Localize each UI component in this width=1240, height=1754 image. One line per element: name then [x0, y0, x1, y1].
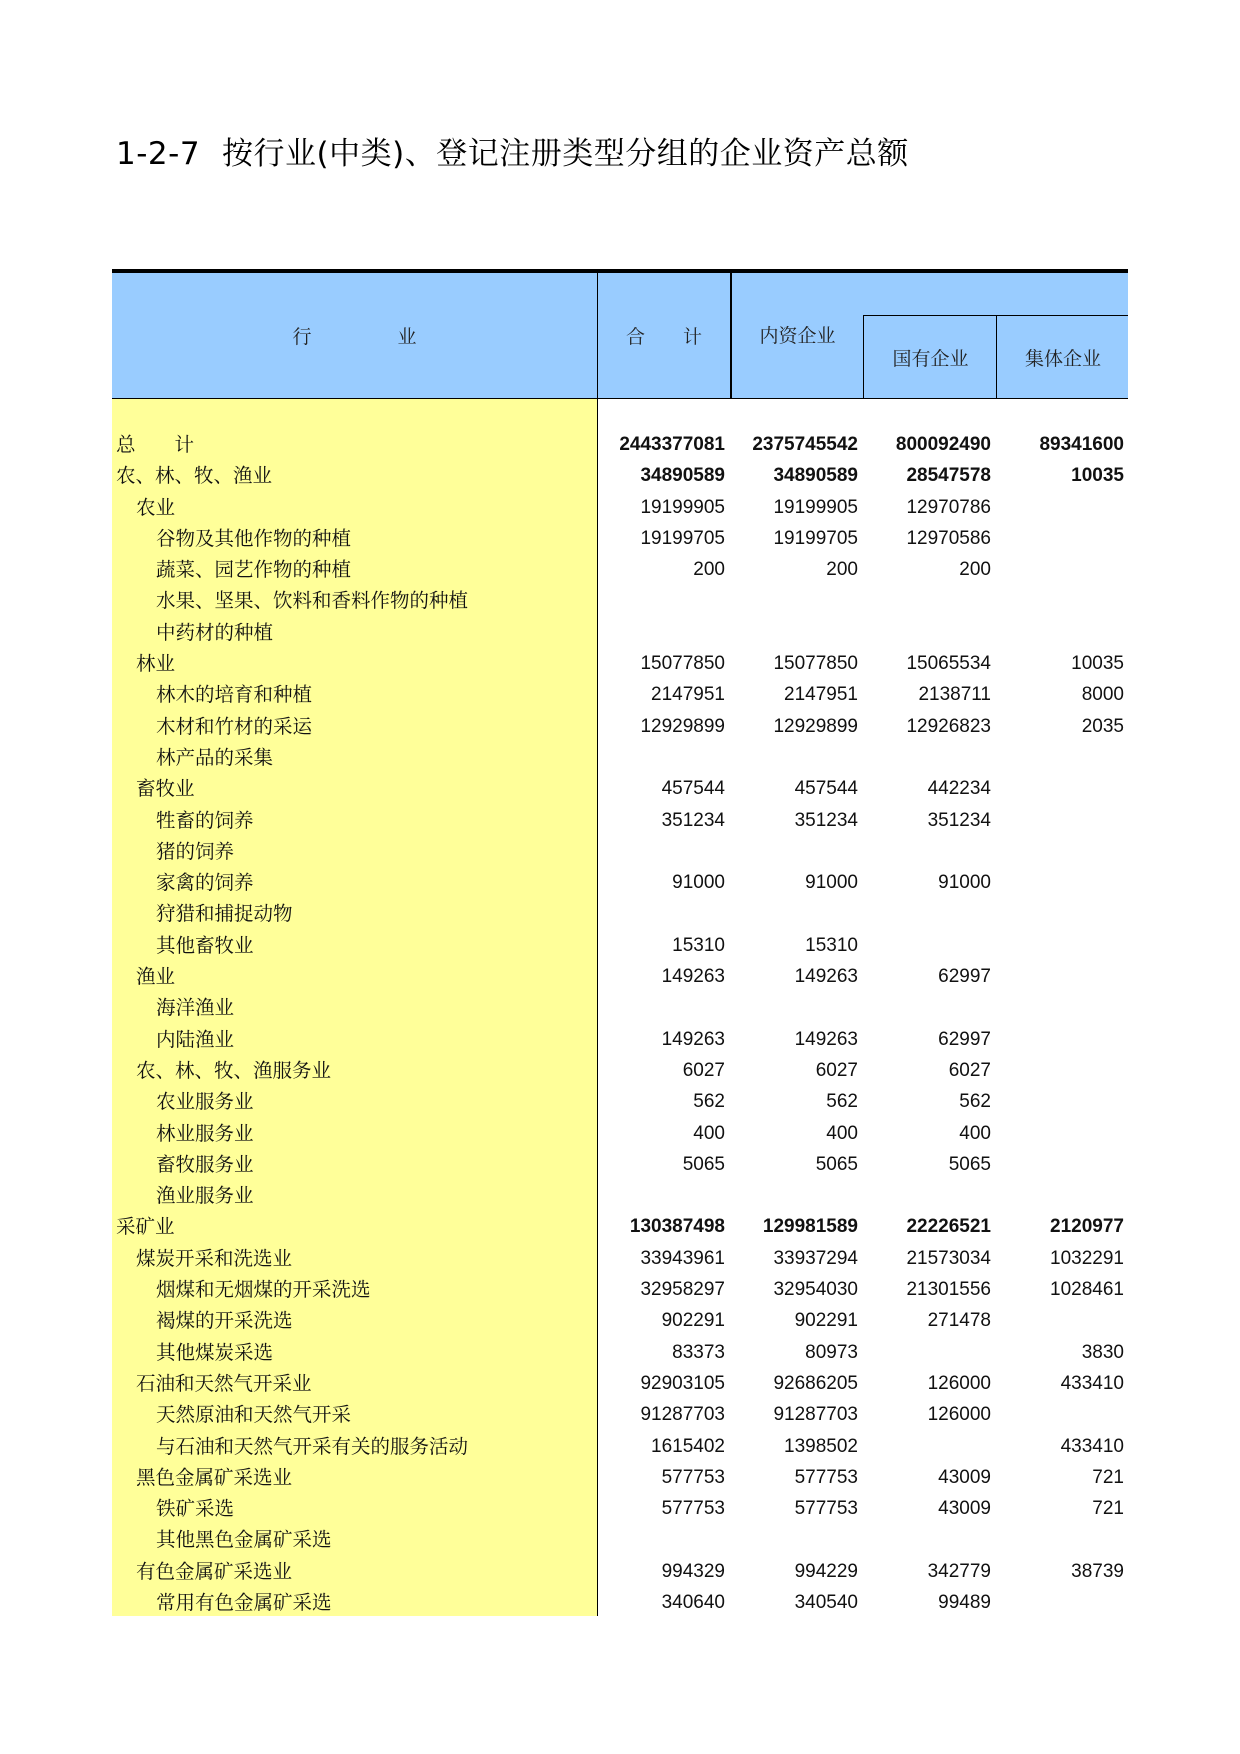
row-label: 石油和天然气开采业: [136, 1371, 312, 1395]
row-label: 铁矿采选: [156, 1497, 235, 1521]
cell-state-owned: 400: [959, 1122, 991, 1144]
header-state-owned: 国有企业: [863, 316, 997, 398]
table-row: [112, 773, 1128, 804]
table-row: [112, 679, 1128, 710]
cell-total: 15310: [672, 934, 725, 956]
cell-total: 15077850: [640, 653, 725, 675]
table-row: [112, 1180, 1128, 1211]
cell-domestic: 994229: [794, 1560, 858, 1582]
cell-total: [597, 836, 725, 867]
row-label: 蔬菜、园艺作物的种植: [156, 558, 352, 582]
cell-total: 83373: [672, 1341, 725, 1363]
cell-state-owned: 12970786: [906, 496, 991, 518]
cell-state-owned: [863, 898, 991, 929]
table-row: [112, 1493, 1128, 1524]
cell-domestic: [730, 1180, 858, 1211]
row-label: 天然原油和天然气开采: [156, 1403, 352, 1427]
cell-state-owned: [863, 617, 991, 648]
row-label: 黑色金属矿采选业: [136, 1465, 293, 1489]
row-label: 林业服务业: [156, 1121, 254, 1145]
cell-collective: 721: [1092, 1498, 1124, 1520]
row-label: 牲畜的饲养: [156, 808, 254, 832]
row-label: 狩猎和捕捉动物: [156, 902, 293, 926]
row-label: 海洋渔业: [156, 996, 235, 1020]
cell-total: [597, 742, 725, 773]
table-rows: [112, 429, 1128, 1618]
cell-collective: [996, 742, 1124, 773]
cell-collective: [996, 554, 1124, 585]
cell-domestic: 340540: [794, 1591, 858, 1613]
row-label: 其他黑色金属矿采选: [156, 1528, 332, 1552]
cell-domestic: [730, 836, 858, 867]
row-label: 家禽的饲养: [156, 871, 254, 895]
row-label: 水果、坚果、饮料和香料作物的种植: [156, 589, 469, 613]
table-row: [112, 1086, 1128, 1117]
cell-domestic: [730, 992, 858, 1023]
row-label: 农、林、牧、渔业: [116, 464, 273, 488]
cell-state-owned: [863, 1337, 991, 1368]
row-label: 农、林、牧、渔服务业: [136, 1058, 332, 1082]
table-row: [112, 836, 1128, 867]
table-row: [112, 1055, 1128, 1086]
cell-state-owned: 62997: [938, 966, 991, 988]
cell-collective: 8000: [1081, 684, 1124, 706]
cell-total: 577753: [661, 1498, 725, 1520]
cell-total: 34890589: [640, 465, 725, 487]
table-row: [112, 492, 1128, 523]
cell-collective: [996, 1055, 1124, 1086]
table-row: [112, 867, 1128, 898]
cell-domestic: [730, 617, 858, 648]
row-label: 渔业服务业: [156, 1184, 254, 1208]
cell-state-owned: [863, 1431, 991, 1462]
row-label: 其他煤炭采选: [156, 1340, 274, 1364]
cell-domestic: 457544: [794, 778, 858, 800]
cell-state-owned: 99489: [938, 1591, 991, 1613]
cell-total: 994329: [661, 1560, 725, 1582]
cell-state-owned: [863, 585, 991, 616]
cell-collective: [996, 867, 1124, 898]
row-label: 采矿业: [116, 1215, 175, 1239]
cell-domestic: 149263: [794, 966, 858, 988]
cell-total: 149263: [661, 966, 725, 988]
table-row: [112, 711, 1128, 742]
cell-domestic: 15077850: [773, 653, 858, 675]
cell-total: [597, 617, 725, 648]
cell-total: [597, 1524, 725, 1555]
cell-total: 400: [693, 1122, 725, 1144]
row-label: 农业服务业: [156, 1090, 254, 1114]
cell-domestic: 80973: [805, 1341, 858, 1363]
cell-collective: 1028461: [1050, 1279, 1124, 1301]
cell-collective: 89341600: [1039, 434, 1124, 455]
row-label: 其他畜牧业: [156, 933, 254, 957]
table-row: [112, 898, 1128, 929]
cell-total: 902291: [661, 1310, 725, 1332]
cell-collective: [996, 492, 1124, 523]
cell-state-owned: 6027: [948, 1059, 991, 1081]
cell-domestic: 12929899: [773, 715, 858, 737]
cell-state-owned: 442234: [927, 778, 991, 800]
cell-collective: 3830: [1081, 1341, 1124, 1363]
table-row: [112, 1524, 1128, 1555]
cell-total: 5065: [682, 1153, 725, 1175]
cell-state-owned: [863, 930, 991, 961]
cell-domestic: 351234: [794, 809, 858, 831]
cell-total: 457544: [661, 778, 725, 800]
cell-collective: 433410: [1060, 1435, 1124, 1457]
header-collective: 集体企业: [996, 316, 1129, 398]
table-row: [112, 617, 1128, 648]
cell-total: 130387498: [629, 1216, 725, 1238]
cell-state-owned: 562: [959, 1091, 991, 1113]
table-row: [112, 1243, 1128, 1274]
cell-collective: 433410: [1060, 1372, 1124, 1394]
table-row: [112, 1118, 1128, 1149]
table-row: [112, 554, 1128, 585]
cell-state-owned: [863, 1524, 991, 1555]
cell-collective: [996, 1524, 1124, 1555]
row-label: 农业: [136, 495, 176, 519]
cell-domestic: 200: [826, 559, 858, 581]
table-header: [112, 273, 1128, 399]
cell-domestic: [730, 1524, 858, 1555]
cell-domestic: 91287703: [773, 1404, 858, 1426]
cell-domestic: 1398502: [784, 1435, 858, 1457]
cell-state-owned: 12926823: [906, 715, 991, 737]
cell-domestic: 34890589: [773, 465, 858, 487]
cell-total: 340640: [661, 1591, 725, 1613]
cell-domestic: [730, 585, 858, 616]
table-row: [112, 429, 1128, 460]
cell-total: 149263: [661, 1028, 725, 1050]
cell-state-owned: 43009: [938, 1498, 991, 1520]
cell-total: 577753: [661, 1466, 725, 1488]
cell-total: 562: [693, 1091, 725, 1113]
cell-total: 6027: [682, 1059, 725, 1081]
table-row: [112, 1368, 1128, 1399]
cell-collective: [996, 1399, 1124, 1430]
cell-state-owned: 22226521: [906, 1216, 991, 1238]
table-row: [112, 992, 1128, 1023]
row-label: 总 计: [116, 433, 195, 456]
cell-state-owned: 342779: [927, 1560, 991, 1582]
cell-domestic: 2375745542: [752, 434, 858, 455]
row-label: 猪的饲养: [156, 839, 235, 863]
table-row: [112, 1024, 1128, 1055]
cell-state-owned: 21573034: [906, 1247, 991, 1269]
cell-collective: [996, 1180, 1124, 1211]
cell-collective: [996, 836, 1124, 867]
row-label: 林业: [136, 652, 176, 676]
row-label: 林木的培育和种植: [156, 683, 313, 707]
header-industry: 行 业: [292, 326, 457, 348]
cell-domestic: 92686205: [773, 1372, 858, 1394]
row-label: 渔业: [136, 965, 176, 989]
table-row: [112, 523, 1128, 554]
cell-domestic: 91000: [805, 872, 858, 894]
cell-total: 2443377081: [619, 434, 725, 455]
table-row: [112, 1305, 1128, 1336]
cell-state-owned: 5065: [948, 1153, 991, 1175]
cell-domestic: [730, 742, 858, 773]
table-row: [112, 742, 1128, 773]
cell-collective: 721: [1092, 1466, 1124, 1488]
cell-domestic: 2147951: [784, 684, 858, 706]
cell-domestic: 19199705: [773, 527, 858, 549]
table-row: [112, 585, 1128, 616]
cell-collective: 10035: [1071, 653, 1124, 675]
cell-collective: [996, 585, 1124, 616]
table-row: [112, 930, 1128, 961]
cell-state-owned: 43009: [938, 1466, 991, 1488]
cell-state-owned: 62997: [938, 1028, 991, 1050]
row-label: 煤炭开采和洗选业: [136, 1246, 293, 1270]
cell-state-owned: [863, 742, 991, 773]
row-label: 烟煤和无烟煤的开采洗选: [156, 1278, 371, 1302]
cell-state-owned: 28547578: [906, 465, 991, 487]
cell-collective: [996, 773, 1124, 804]
table-row: [112, 805, 1128, 836]
table-row: [112, 1149, 1128, 1180]
cell-total: [597, 1180, 725, 1211]
cell-state-owned: 12970586: [906, 527, 991, 549]
row-label: 与石油和天然气开采有关的服务活动: [156, 1434, 469, 1458]
row-label: 木材和竹材的采运: [156, 714, 313, 738]
cell-collective: [996, 1587, 1124, 1618]
cell-domestic: 562: [826, 1091, 858, 1113]
cell-domestic: 400: [826, 1122, 858, 1144]
cell-domestic: 149263: [794, 1028, 858, 1050]
cell-collective: [996, 1149, 1124, 1180]
table-number: 1-2-7: [116, 136, 201, 172]
cell-domestic: 6027: [815, 1059, 858, 1081]
row-label: 有色金属矿采选业: [136, 1559, 293, 1583]
cell-total: 200: [693, 559, 725, 581]
cell-total: 33943961: [640, 1247, 725, 1269]
cell-state-owned: [863, 836, 991, 867]
cell-collective: [996, 992, 1124, 1023]
cell-state-owned: 126000: [927, 1372, 991, 1394]
cell-state-owned: [863, 992, 991, 1023]
cell-total: [597, 585, 725, 616]
cell-state-owned: 21301556: [906, 1279, 991, 1301]
cell-collective: 2035: [1081, 715, 1124, 737]
cell-domestic: 19199905: [773, 496, 858, 518]
table-row: [112, 1274, 1128, 1305]
table-row: [112, 961, 1128, 992]
cell-domestic: 577753: [794, 1466, 858, 1488]
cell-collective: 2120977: [1050, 1216, 1124, 1238]
table-row: [112, 460, 1128, 491]
cell-domestic: 15310: [805, 934, 858, 956]
table-row: [112, 1556, 1128, 1587]
cell-collective: [996, 1305, 1124, 1336]
cell-collective: [996, 1118, 1124, 1149]
table-row: [112, 1337, 1128, 1368]
cell-total: 2147951: [651, 684, 725, 706]
row-label: 常用有色金属矿采选: [156, 1590, 332, 1614]
cell-total: [597, 898, 725, 929]
cell-collective: [996, 805, 1124, 836]
cell-collective: [996, 898, 1124, 929]
cell-collective: 10035: [1071, 465, 1124, 487]
cell-collective: [996, 523, 1124, 554]
cell-total: 92903105: [640, 1372, 725, 1394]
table-row: [112, 1462, 1128, 1493]
cell-state-owned: 200: [959, 559, 991, 581]
table-row: [112, 1431, 1128, 1462]
cell-domestic: [730, 898, 858, 929]
cell-collective: [996, 617, 1124, 648]
cell-state-owned: 91000: [938, 872, 991, 894]
cell-collective: [996, 930, 1124, 961]
cell-total: [597, 992, 725, 1023]
table-body: [112, 399, 1128, 1616]
cell-domestic: 5065: [815, 1153, 858, 1175]
cell-collective: 1032291: [1050, 1247, 1124, 1269]
row-label: 中药材的种植: [156, 620, 274, 644]
cell-domestic: 577753: [794, 1498, 858, 1520]
cell-domestic: 902291: [794, 1310, 858, 1332]
cell-state-owned: 351234: [927, 809, 991, 831]
table-row: [112, 1587, 1128, 1618]
cell-total: 19199705: [640, 527, 725, 549]
cell-state-owned: 126000: [927, 1404, 991, 1426]
cell-total: 91287703: [640, 1404, 725, 1426]
cell-domestic: 129981589: [762, 1216, 858, 1238]
cell-collective: [996, 1086, 1124, 1117]
table-row: [112, 1211, 1128, 1242]
table-row: [112, 648, 1128, 679]
header-domestic: 内资企业: [730, 273, 863, 398]
row-label: 谷物及其他作物的种植: [156, 526, 352, 550]
cell-state-owned: 271478: [927, 1310, 991, 1332]
row-label: 畜牧业: [136, 777, 195, 801]
cell-collective: 38739: [1071, 1560, 1124, 1582]
row-label: 林产品的采集: [156, 745, 274, 769]
cell-state-owned: 2138711: [918, 684, 991, 706]
header-total: 合 计: [597, 273, 730, 398]
page-title: [116, 128, 909, 173]
cell-total: 1615402: [651, 1435, 725, 1457]
row-label: 褐煤的开采洗选: [156, 1309, 293, 1333]
row-label: 内陆渔业: [156, 1027, 235, 1051]
cell-total: 351234: [661, 809, 725, 831]
cell-state-owned: [863, 1180, 991, 1211]
cell-state-owned: 15065534: [906, 653, 991, 675]
cell-collective: [996, 1024, 1124, 1055]
row-label: 畜牧服务业: [156, 1152, 254, 1176]
cell-collective: [996, 961, 1124, 992]
cell-domestic: 32954030: [773, 1279, 858, 1301]
table-row: [112, 1399, 1128, 1430]
cell-total: 32958297: [640, 1279, 725, 1301]
cell-state-owned: 800092490: [895, 434, 991, 455]
cell-total: 91000: [672, 872, 725, 894]
cell-domestic: 33937294: [773, 1247, 858, 1269]
cell-total: 12929899: [640, 715, 725, 737]
cell-total: 19199905: [640, 496, 725, 518]
table-title: 按行业(中类)、登记注册类型分组的企业资产总额: [222, 136, 909, 172]
